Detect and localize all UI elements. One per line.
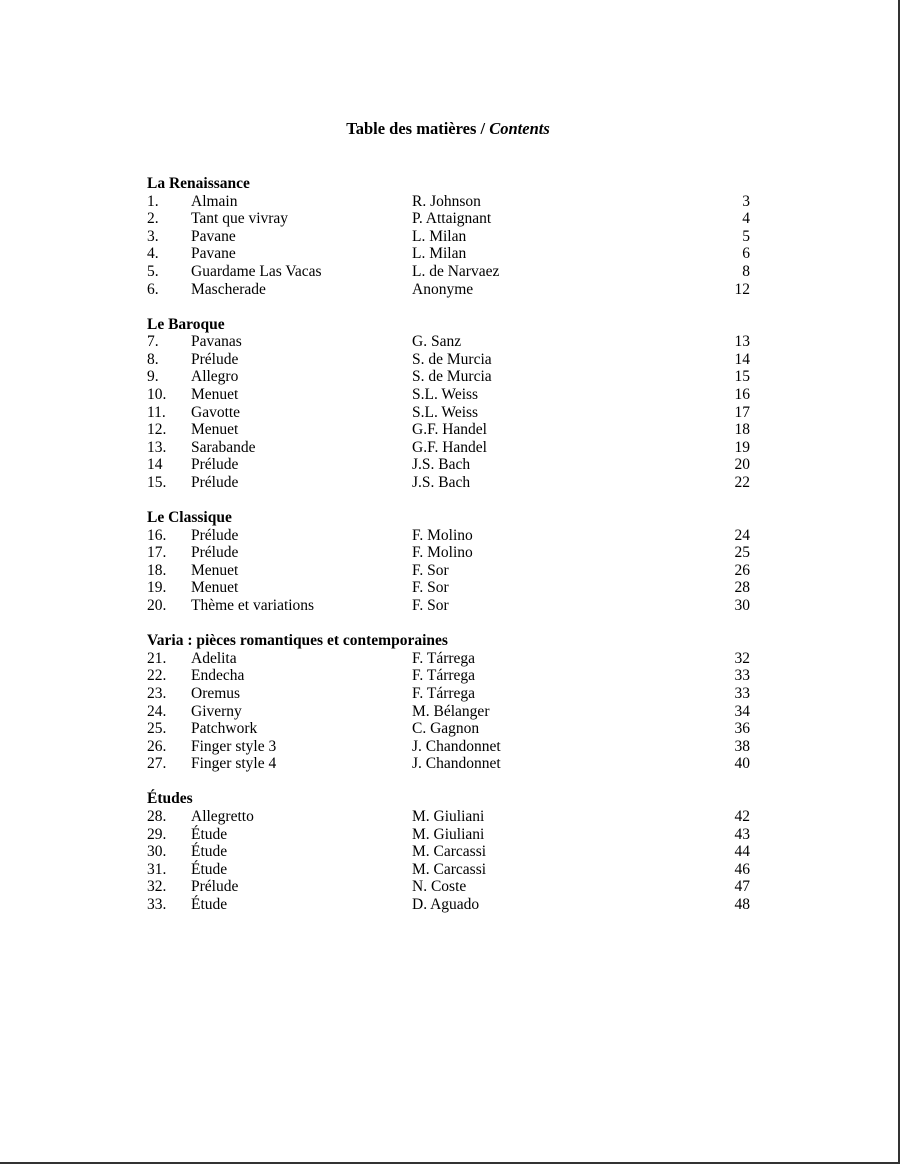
entry-number: 19. [147, 579, 167, 597]
entry-title: Prélude [191, 544, 239, 562]
entry-number: 7. [147, 333, 159, 351]
entry-page: 34 [734, 702, 750, 720]
entry-title: Mascherade [191, 280, 266, 298]
entry-title: Allegro [191, 368, 239, 386]
toc-entry [147, 896, 753, 914]
entry-title: Menuet [191, 561, 239, 579]
entry-number: 21. [147, 649, 167, 667]
entry-page: 30 [734, 597, 750, 615]
toc-entry [147, 210, 753, 228]
entry-page: 13 [734, 333, 750, 351]
entry-title: Finger style 4 [191, 755, 277, 773]
title-main: Table des matières / [346, 119, 490, 138]
toc-section [147, 316, 753, 492]
entry-title: Prélude [191, 526, 239, 544]
entry-composer: J. Chandonnet [412, 755, 501, 773]
entry-title: Giverny [191, 702, 242, 720]
entry-composer: F. Tárrega [412, 684, 476, 702]
entry-page: 25 [734, 544, 750, 562]
entry-title: Menuet [191, 421, 239, 439]
entry-number: 31. [147, 860, 167, 878]
entry-title: Prélude [191, 474, 239, 491]
entry-page: 40 [734, 755, 750, 773]
section-heading: Varia : pièces romantiques et contemporaines [147, 632, 448, 650]
table-of-contents [147, 175, 753, 931]
entry-title: Guardame Las Vacas [191, 262, 322, 280]
section-heading: Le Classique [147, 509, 232, 527]
entry-page: 46 [734, 860, 750, 878]
entry-composer: M. Carcassi [412, 843, 487, 861]
entry-title: Adelita [191, 649, 237, 667]
entry-composer: J. Chandonnet [412, 737, 501, 755]
entry-page: 4 [742, 210, 750, 228]
entry-title: Menuet [191, 386, 239, 404]
entry-number: 29. [147, 825, 167, 843]
entry-title: Tant que vivray [191, 210, 289, 228]
entry-page: 6 [742, 245, 750, 263]
toc-entry [147, 544, 753, 562]
entry-page: 16 [734, 386, 750, 404]
entry-number: 20. [147, 597, 167, 615]
toc-entry [147, 263, 753, 281]
entry-title: Pavane [191, 227, 236, 245]
toc-section [147, 790, 753, 913]
toc-entry [147, 474, 753, 492]
entry-number: 24. [147, 702, 167, 720]
entry-title: Étude [191, 895, 228, 913]
entry-composer: L. Milan [412, 245, 467, 263]
entry-number: 8. [147, 350, 159, 368]
toc-entry [147, 245, 753, 263]
entry-number: 15. [147, 474, 167, 491]
entry-number: 14 [147, 456, 163, 474]
toc-entry [147, 738, 753, 756]
entry-composer: S.L. Weiss [412, 386, 479, 404]
entry-number: 9. [147, 368, 159, 386]
entry-composer: M. Giuliani [412, 825, 485, 843]
entry-number: 11. [147, 403, 166, 421]
toc-section [147, 175, 753, 298]
toc-entry [147, 281, 753, 299]
toc-entry [147, 193, 753, 211]
entry-number: 27. [147, 755, 167, 773]
entry-title: Pavane [191, 245, 236, 263]
entry-title: Sarabande [191, 438, 256, 456]
entry-title: Prélude [191, 350, 239, 368]
section-heading: La Renaissance [147, 175, 250, 192]
entry-page: 44 [734, 843, 750, 861]
entry-composer: S.L. Weiss [412, 403, 479, 421]
entry-composer: F. Tárrega [412, 667, 476, 685]
entry-number: 13. [147, 438, 167, 456]
section-heading: Le Baroque [147, 315, 225, 333]
toc-entry [147, 755, 753, 773]
toc-entry [147, 685, 753, 703]
entry-number: 33. [147, 895, 167, 913]
entry-number: 12. [147, 421, 167, 439]
toc-entry [147, 808, 753, 826]
entry-number: 4. [147, 245, 159, 263]
entry-title: Menuet [191, 579, 239, 597]
entry-title: Étude [191, 843, 228, 861]
entry-title: Prélude [191, 878, 239, 896]
entry-composer: F. Tárrega [412, 649, 476, 667]
toc-entry [147, 826, 753, 844]
entry-page: 14 [734, 350, 750, 368]
toc-entry [147, 439, 753, 457]
toc-entry [147, 843, 753, 861]
entry-composer: G.F. Handel [412, 438, 487, 456]
entry-page: 3 [742, 192, 750, 210]
toc-entry [147, 333, 753, 351]
entry-page: 42 [734, 808, 750, 825]
toc-entry [147, 703, 753, 721]
entry-number: 23. [147, 684, 167, 702]
toc-entry [147, 527, 753, 545]
entry-page: 18 [734, 421, 750, 439]
entry-number: 18. [147, 561, 167, 579]
entry-composer: P. Attaignant [412, 210, 492, 228]
entry-page: 48 [734, 895, 750, 913]
toc-entry [147, 562, 753, 580]
entry-composer: G.F. Handel [412, 421, 487, 439]
entry-composer: M. Carcassi [412, 860, 487, 878]
entry-page: 38 [734, 737, 750, 755]
entry-composer: M. Bélanger [412, 702, 490, 720]
section-heading: Études [147, 790, 193, 808]
entry-composer: J.S. Bach [412, 474, 471, 491]
entry-page: 22 [734, 474, 750, 491]
entry-number: 2. [147, 210, 159, 228]
entry-composer: G. Sanz [412, 333, 462, 351]
entry-title: Patchwork [191, 720, 258, 738]
toc-entry [147, 878, 753, 896]
entry-composer: N. Coste [412, 878, 467, 896]
entry-page: 15 [734, 368, 750, 386]
entry-page: 19 [734, 438, 750, 456]
toc-entry [147, 421, 753, 439]
entry-number: 16. [147, 526, 167, 544]
toc-entry [147, 720, 753, 738]
entry-composer: F. Sor [412, 597, 449, 615]
entry-number: 32. [147, 878, 167, 896]
entry-composer: D. Aguado [412, 895, 480, 913]
toc-entry [147, 650, 753, 668]
toc-entry [147, 667, 753, 685]
toc-entry [147, 386, 753, 404]
toc-section [147, 632, 753, 773]
entry-title: Almain [191, 192, 238, 210]
entry-title: Prélude [191, 456, 239, 474]
entry-number: 25. [147, 720, 167, 738]
entry-page: 12 [734, 280, 750, 298]
entry-page: 43 [734, 825, 750, 843]
entry-title: Étude [191, 860, 228, 878]
entry-number: 5. [147, 262, 159, 280]
toc-entry [147, 861, 753, 879]
toc-entry [147, 579, 753, 597]
entry-page: 5 [742, 227, 750, 245]
entry-title: Allegretto [191, 808, 254, 825]
entry-title: Oremus [191, 684, 241, 702]
entry-title: Thème et variations [191, 597, 315, 615]
entry-composer: F. Sor [412, 579, 449, 597]
entry-composer: L. Milan [412, 227, 467, 245]
toc-entry [147, 351, 753, 369]
entry-number: 28. [147, 808, 167, 825]
entry-title: Étude [191, 825, 228, 843]
entry-number: 10. [147, 386, 167, 404]
toc-entry [147, 456, 753, 474]
entry-page: 33 [734, 667, 750, 685]
entry-number: 26. [147, 737, 167, 755]
entry-number: 17. [147, 544, 167, 562]
entry-composer: S. de Murcia [412, 368, 492, 386]
entry-page: 28 [734, 579, 750, 597]
entry-page: 8 [742, 262, 750, 280]
entry-page: 33 [734, 684, 750, 702]
entry-title: Finger style 3 [191, 737, 277, 755]
entry-page: 24 [734, 526, 750, 544]
entry-title: Pavanas [191, 333, 242, 351]
entry-page: 20 [734, 456, 750, 474]
toc-section [147, 509, 753, 615]
title-italic: Contents [489, 119, 550, 138]
toc-entry [147, 228, 753, 246]
entry-composer: F. Molino [412, 526, 473, 544]
entry-composer: L. de Narvaez [412, 262, 500, 280]
entry-page: 47 [734, 878, 750, 896]
entry-composer: J.S. Bach [412, 456, 471, 474]
entry-number: 3. [147, 227, 159, 245]
entry-composer: C. Gagnon [412, 720, 480, 738]
toc-entry [147, 404, 753, 422]
entry-number: 1. [147, 192, 159, 210]
entry-page: 36 [734, 720, 750, 738]
entry-title: Gavotte [191, 403, 241, 421]
entry-page: 26 [734, 561, 750, 579]
entry-title: Endecha [191, 667, 245, 685]
entry-composer: M. Giuliani [412, 808, 485, 825]
entry-page: 32 [734, 649, 750, 667]
entry-composer: F. Molino [412, 544, 473, 562]
entry-composer: R. Johnson [412, 192, 481, 210]
entry-composer: S. de Murcia [412, 350, 492, 368]
toc-entry [147, 597, 753, 615]
entry-page: 17 [734, 403, 750, 421]
entry-number: 30. [147, 843, 167, 861]
entry-number: 6. [147, 280, 159, 298]
entry-number: 22. [147, 667, 167, 685]
page-title [0, 119, 896, 139]
entry-composer: Anonyme [412, 280, 474, 298]
entry-composer: F. Sor [412, 561, 449, 579]
toc-entry [147, 368, 753, 386]
